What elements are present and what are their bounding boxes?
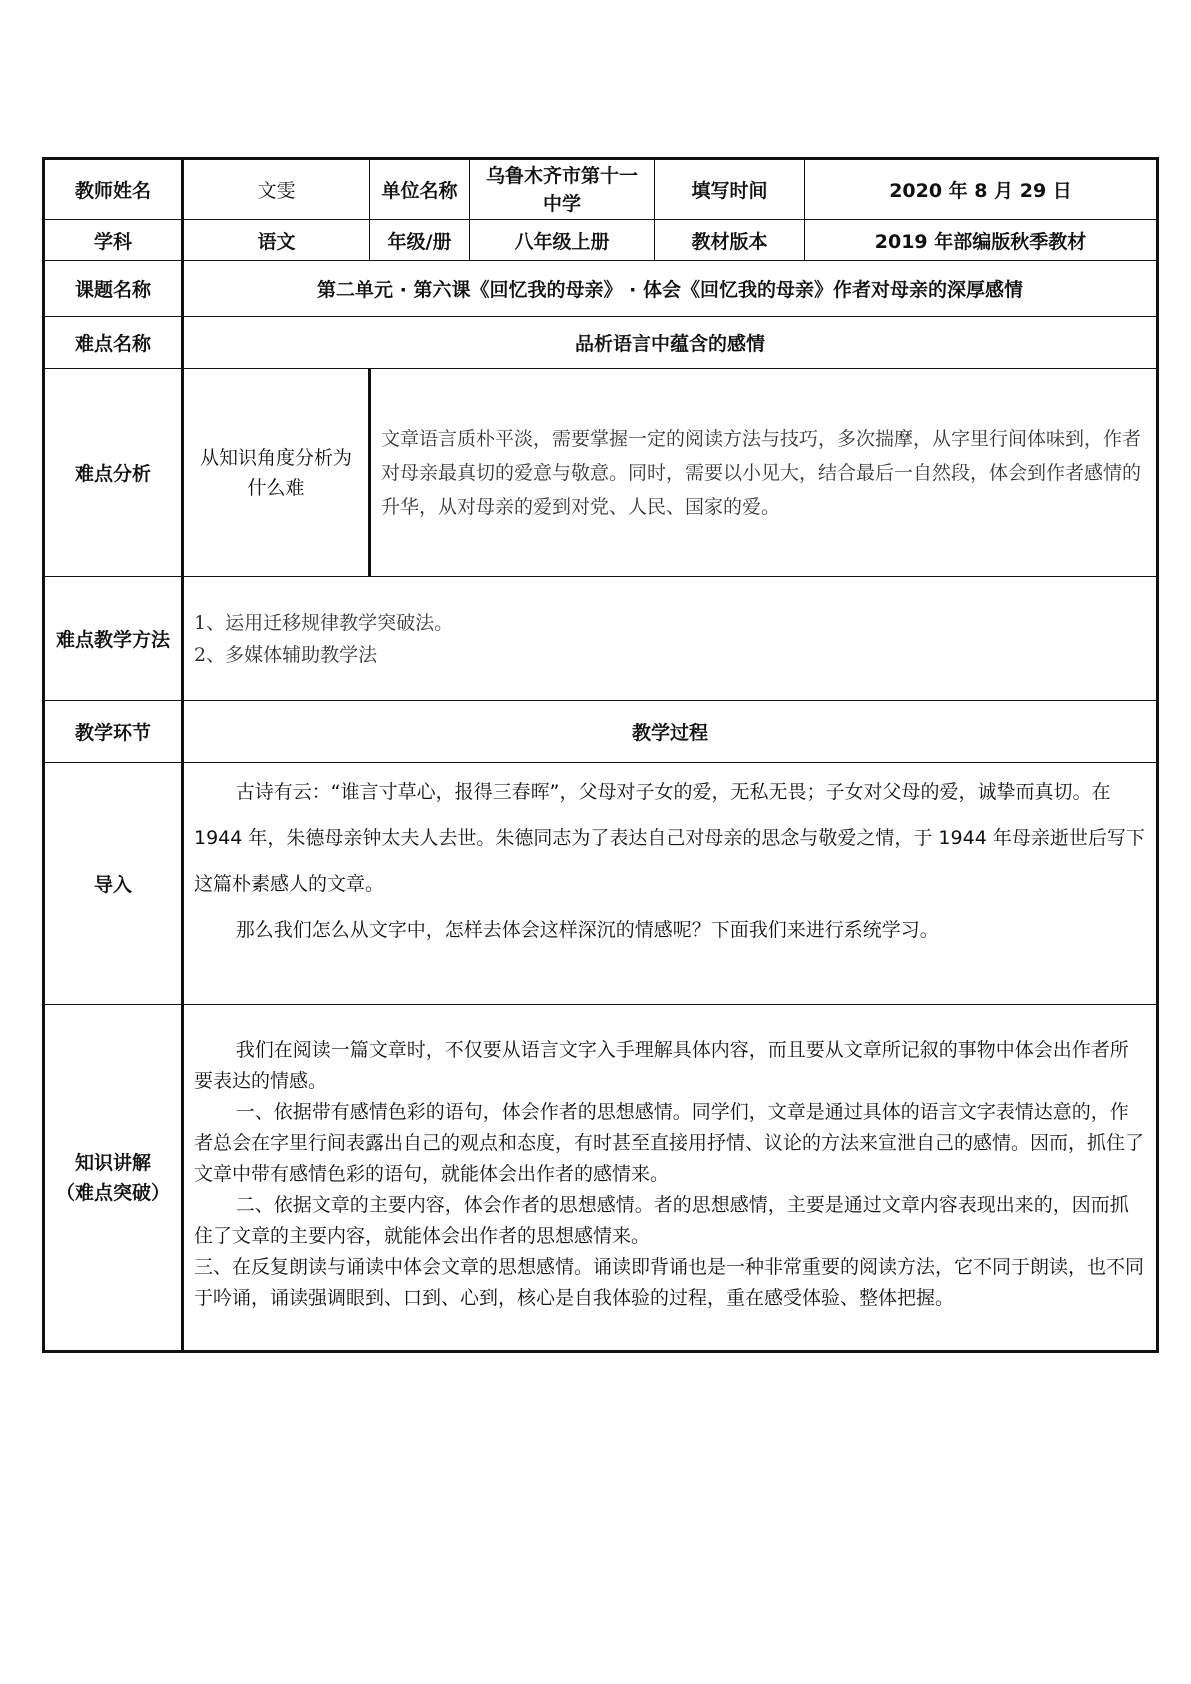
- topic-value: 第二单元 · 第六课《回忆我的母亲》 · 体会《回忆我的母亲》作者对母亲的深厚感情: [183, 261, 1158, 317]
- difficulty-value: 品析语言中蕴含的感情: [183, 317, 1158, 369]
- knowledge-paragraph: 三、在反复朗读与诵读中体会文章的思想感情。诵读即背诵也是一种非常重要的阅读方法，它不同于朗读，也不同于吟诵，诵读强调眼到、口到、心到，核心是自我体验的过程，重在感受体验、整体把握。: [194, 1256, 1145, 1309]
- grade-value: 八年级上册: [470, 220, 655, 261]
- knowledge-label: 知识讲解: [74, 1151, 151, 1174]
- method-item: 1、运用迁移规律教学突破法。: [194, 611, 454, 634]
- textbook-value: 2019 年部编版秋季教材: [805, 220, 1158, 261]
- analysis-label: 难点分析: [44, 369, 183, 577]
- intro-paragraph: 古诗有云：“谁言寸草心，报得三春晖”，父母对子女的爱，无私无畏；子女对父母的爱，诚挚而真切。在 1944 年，朱德母亲钟太夫人去世。朱德同志为了表达自己对母亲的思念与敬爱之情，于 1944 年母亲逝世后写下这篇朴素感人的文章。: [194, 781, 1145, 895]
- methods-label: 难点教学方法: [44, 577, 183, 701]
- teacher-value: 文雯: [183, 159, 370, 220]
- analysis-sub-label: 从知识角度分析为什么难: [183, 369, 370, 577]
- grade-label: 年级/册: [370, 220, 470, 261]
- subject-label: 学科: [44, 220, 183, 261]
- knowledge-sublabel: （难点突破）: [55, 1181, 170, 1204]
- knowledge-paragraph: 我们在阅读一篇文章时，不仅要从语言文字入手理解具体内容，而且要从文章所记叙的事物中体会出作者所要表达的情感。: [194, 1039, 1129, 1092]
- knowledge-row: [44, 1005, 1158, 1352]
- difficulty-label: 难点名称: [44, 317, 183, 369]
- knowledge-paragraph: 一、依据带有感情色彩的语句，体会作者的思想感情。同学们，文章是通过具体的语言文字表情达意的，作者总会在字里行间表露出自己的观点和态度，有时甚至直接用抒情、议论的方法来宣泄自己的感情。因而，抓住了文章中带有感情色彩的语句，就能体会出作者的感情来。: [194, 1101, 1145, 1185]
- intro-label: 导入: [44, 763, 183, 1005]
- knowledge-content: [183, 1005, 1158, 1352]
- knowledge-label-cell: [44, 1005, 183, 1352]
- lesson-plan-table: [42, 157, 1159, 1353]
- process-row: [44, 701, 1158, 763]
- unit-label: 单位名称: [370, 159, 470, 220]
- fill-time-value: 2020 年 8 月 29 日: [805, 159, 1158, 220]
- methods-list: [183, 577, 1158, 701]
- textbook-label: 教材版本: [655, 220, 805, 261]
- header-row-2: [44, 220, 1158, 261]
- topic-row: [44, 261, 1158, 317]
- process-label: 教学环节: [44, 701, 183, 763]
- fill-time-label: 填写时间: [655, 159, 805, 220]
- intro-paragraph: 那么我们怎么从文字中，怎样去体会这样深沉的情感呢？下面我们来进行系统学习。: [235, 919, 939, 941]
- difficulty-row: [44, 317, 1158, 369]
- intro-content: [183, 763, 1158, 1005]
- unit-value: 乌鲁木齐市第十一中学: [470, 159, 655, 220]
- analysis-row: [44, 369, 1158, 577]
- process-value: 教学过程: [183, 701, 1158, 763]
- analysis-text: 文章语言质朴平淡，需要掌握一定的阅读方法与技巧，多次揣摩，从字里行间体味到，作者对母亲最真切的爱意与敬意。同时，需要以小见大，结合最后一自然段，体会到作者感情的升华，从对母亲的爱到对党、人民、国家的爱。: [370, 369, 1158, 577]
- topic-label: 课题名称: [44, 261, 183, 317]
- knowledge-paragraph: 二、依据文章的主要内容，体会作者的思想感情。者的思想感情，主要是通过文章内容表现出来的，因而抓住了文章的主要内容，就能体会出作者的思想感情来。: [194, 1194, 1129, 1247]
- methods-row: [44, 577, 1158, 701]
- method-item: 2、多媒体辅助教学法: [194, 643, 378, 666]
- intro-row: [44, 763, 1158, 1005]
- subject-value: 语文: [183, 220, 370, 261]
- teacher-label: 教师姓名: [44, 159, 183, 220]
- header-row-1: [44, 159, 1158, 220]
